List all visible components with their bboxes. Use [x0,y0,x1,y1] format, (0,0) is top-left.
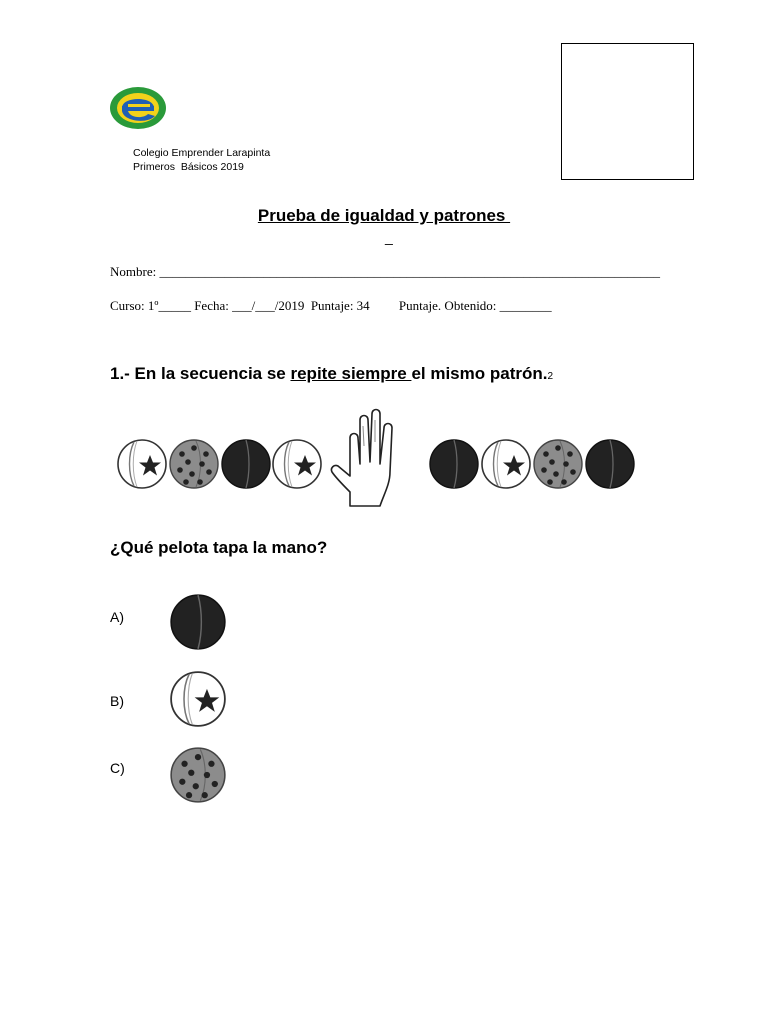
name-field-line[interactable]: Nombre: _____________________________________________________________________________ [110,264,660,279]
question-1-underlined: repite siempre [290,364,412,383]
sequence-ball-1-white-star-icon [118,440,166,488]
sequence-ball-4-white-star-icon [273,440,321,488]
sequence-ball-8-black-icon [586,440,634,488]
question-1-points: 2 [547,371,554,382]
sequence-ball-6-white-star-icon [482,440,530,488]
sequence-ball-3-black-icon [222,440,270,488]
hand-icon [331,410,392,507]
option-c-gray-dotted-ball-icon[interactable] [168,745,228,805]
sequence-ball-2-gray-dotted-icon [170,440,218,488]
course-year: Primeros Básicos 2019 [133,161,244,173]
school-name: Colegio Emprender Larapinta [133,147,271,159]
option-b-white-star-ball-icon[interactable] [168,669,228,729]
question-2: ¿Qué pelota tapa la mano? [110,538,328,557]
title-text: Prueba de igualdad y patrones [257,206,511,225]
question-1 [110,364,553,384]
photo-box [561,43,694,180]
school-logo-icon [108,84,168,132]
question-1-suffix: el mismo patrón. [411,364,548,383]
option-c-label[interactable]: C) [110,760,125,776]
question-1-prefix: 1.- En la secuencia se [110,364,291,383]
sequence-ball-7-gray-dotted-icon [534,440,582,488]
details-field-line[interactable]: Curso: 1º_____ Fecha: ___/___/2019 Puntaje: 34 Puntaje. Obtenido: ________ [110,298,552,313]
option-a-black-ball-icon[interactable] [168,592,228,652]
ball-sequence [110,402,650,508]
school-info [133,146,270,174]
option-a-label[interactable]: A) [110,609,124,625]
option-b-label[interactable]: B) [110,693,124,709]
sequence-ball-5-black-icon [430,440,478,488]
page-title [0,206,768,226]
title-dash: _ [385,229,393,245]
